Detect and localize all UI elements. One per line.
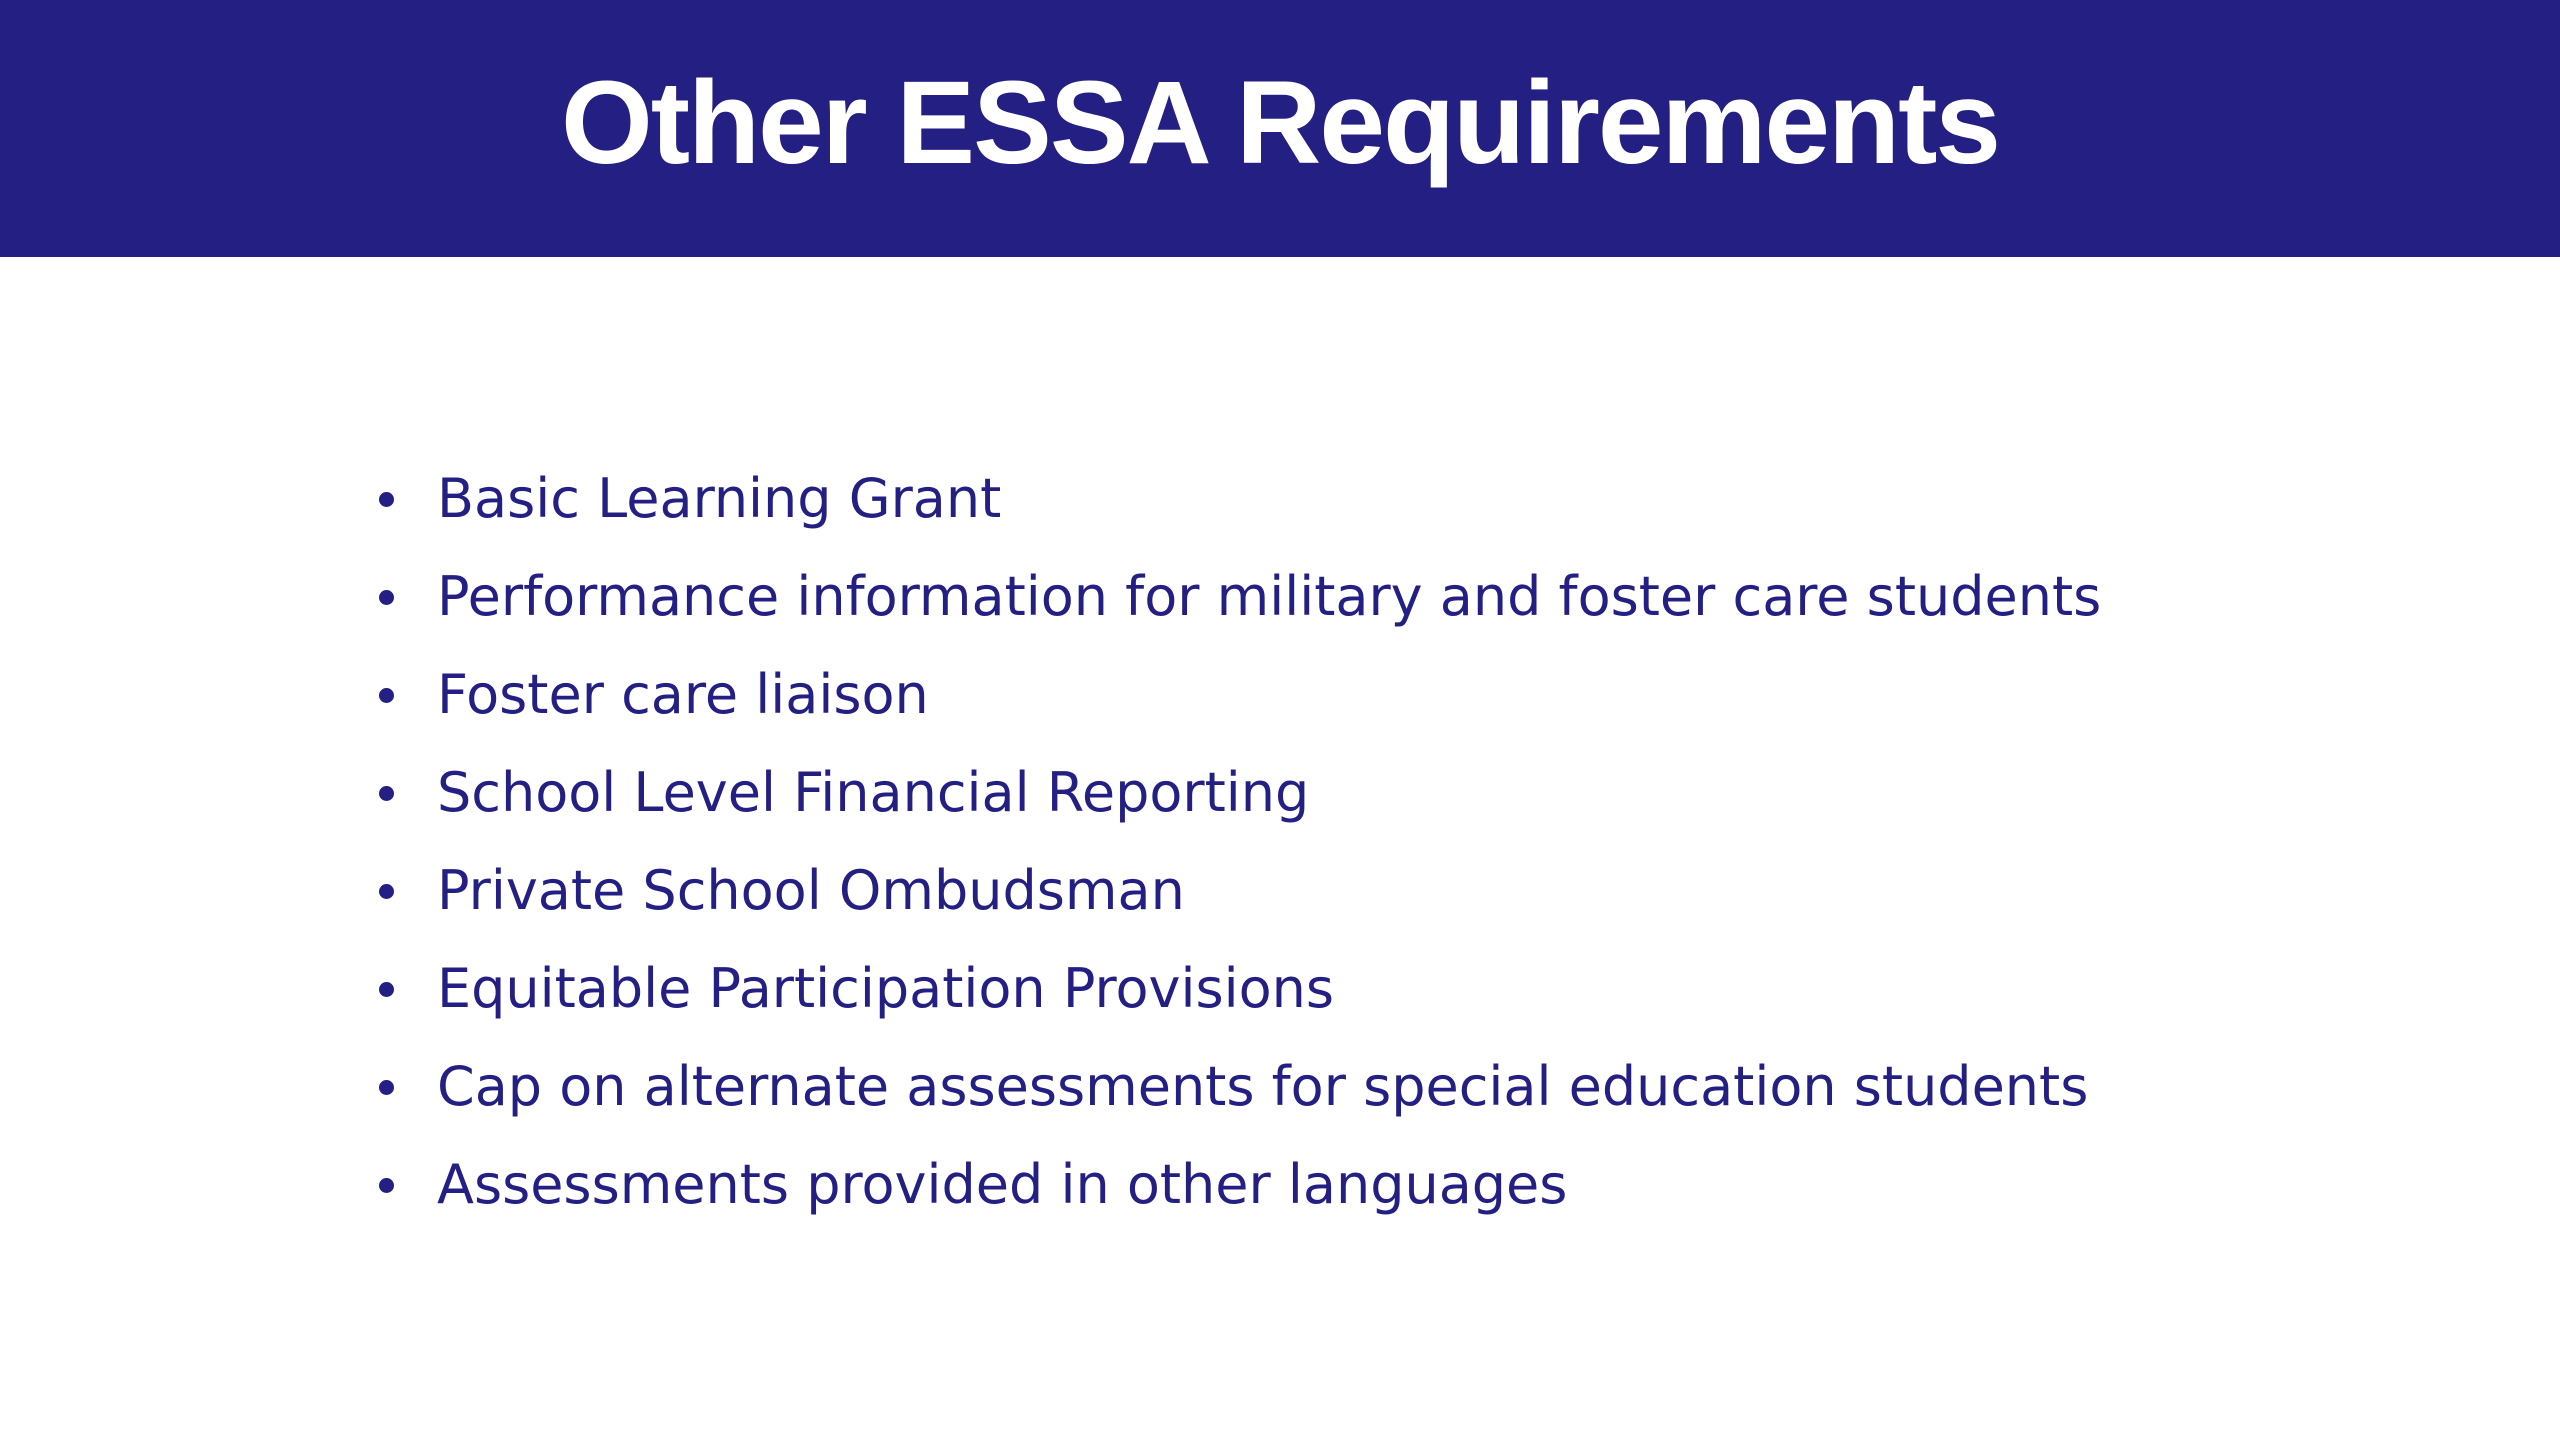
list-item <box>0 450 2560 548</box>
bullet-text: Assessments provided in other languages <box>437 1153 1568 1216</box>
bullet-text: Basic Learning Grant <box>437 467 1002 530</box>
bullet-icon <box>379 982 394 997</box>
slide-title: Other ESSA Requirements <box>560 56 2000 189</box>
bullet-icon <box>379 1080 394 1095</box>
bullet-icon <box>379 884 394 899</box>
list-item <box>0 940 2560 1038</box>
list-item <box>0 1038 2560 1136</box>
bullet-text: Performance information for military and foster care students <box>437 565 2102 628</box>
bullet-list <box>0 450 2560 1234</box>
bullet-text: Foster care liaison <box>437 663 929 726</box>
list-item <box>0 842 2560 940</box>
list-item <box>0 744 2560 842</box>
bullet-text: Private School Ombudsman <box>437 859 1185 922</box>
bullet-text: School Level Financial Reporting <box>437 761 1310 824</box>
bullet-text: Equitable Participation Provisions <box>437 957 1334 1020</box>
bullet-icon <box>379 492 394 507</box>
bullet-text: Cap on alternate assessments for special education students <box>437 1055 2089 1118</box>
list-item <box>0 1136 2560 1234</box>
title-band <box>0 0 2560 257</box>
bullet-icon <box>379 1178 394 1193</box>
bullet-icon <box>379 688 394 703</box>
bullet-icon <box>379 590 394 605</box>
bullet-icon <box>379 786 394 801</box>
list-item <box>0 548 2560 646</box>
list-item <box>0 646 2560 744</box>
